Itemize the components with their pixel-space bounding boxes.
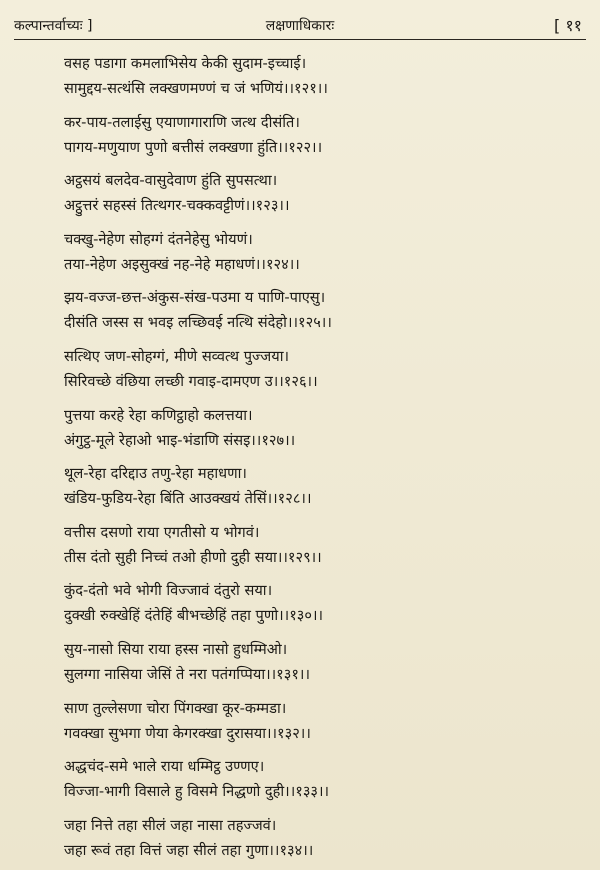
verse-line: सामुद्दय-सत्थंसि लक्खणमण्णं च जं भणियं।।१२१।।: [64, 80, 328, 97]
verse-line: जहा रूवं तहा वित्तं जहा सीलं तहा गुणा।।१३४।।: [64, 841, 314, 859]
verse-line: अद्धचंद-समे भाले राया धम्मिट्ठ उण्णए।: [64, 758, 265, 776]
verse-130: [0, 577, 600, 636]
header-chapter-title: कल्पान्तर्वाच्यः ]: [14, 18, 93, 34]
verse-123: [0, 167, 600, 226]
verse-126: [0, 343, 600, 402]
verse-line: कर-पाय-तलाईसु एयाणागाराणि जत्थ दीसंति।: [64, 113, 300, 131]
verse-129: [0, 519, 600, 578]
verse-line: अट्ठुत्तरं सहस्सं तित्थगर-चक्कवट्टीणं।।१२३।।: [64, 197, 290, 215]
verse-line: वसह पडागा कमलाभिसेय केकी सुदाम-इच्चाई।: [64, 55, 307, 72]
verse-line: पुत्तया करहे रेहा कणिट्ठाहो कलत्तया।: [64, 406, 253, 424]
verse-line: सत्थिए जण-सोहग्गं, मीणे सव्वत्थ पुज्जया।: [64, 347, 290, 365]
verse-line: तीस दंतो सुही निच्चं तओ हीणो दुही सया।।१२९।।: [64, 548, 322, 566]
page-header: [14, 14, 586, 38]
verse-122: [0, 109, 600, 168]
verse-line: खंडिय-फुडिय-रेहा बिंति आउक्खयं तेसिं।।१२८।।: [64, 490, 312, 508]
verse-131: [0, 636, 600, 695]
verse-line: सुय-नासो सिया राया हस्स नासो हुधम्मिओ।: [64, 640, 288, 658]
verse-line: सिरिवच्छे वंछिया लच्छी गवाइ-दामएण उ।।१२६।।: [64, 372, 318, 390]
verse-line: सुलग्गा नासिया जेसिं ते नरा पतंगप्पिया।।१३१।।: [64, 665, 310, 683]
verse-132: [0, 695, 600, 754]
verse-124: [0, 226, 600, 285]
verse-line: कुंद-दंतो भवे भोगी विज्जावं दंतुरो सया।: [64, 582, 273, 600]
verse-127: [0, 402, 600, 461]
verse-133: [0, 753, 600, 812]
verse-line: अट्ठसयं बलदेव-वासुदेवाण हुंति सुपसत्था।: [64, 172, 278, 190]
verse-line: जहा नित्ते तहा सीलं जहा नासा तहज्जवं।: [64, 816, 277, 834]
verse-line: दुक्खी रुक्खेहिं दंतेहिं बीभच्छेहिं तहा पुणो।।१३०।।: [64, 607, 324, 625]
header-rule: [14, 39, 586, 40]
verse-line: तया-नेहेण अइसुक्खं नह-नेहे महाधणं।।१२४।।: [64, 255, 300, 273]
verse-line: वत्तीस दसणो राया एगतीसो य भोगवं।: [64, 523, 260, 541]
verse-list: [0, 50, 600, 870]
verse-line: थूल-रेहा दरिद्दाउ तणु-रेहा महाधणा।: [64, 465, 247, 483]
verse-line: चक्खु-नेहेण सोहग्गं दंतनेहेसु भोयणं।: [64, 230, 253, 248]
header-section-title: लक्षणाधिकारः: [265, 18, 335, 34]
verse-line: झय-वज्ज-छत्त-अंकुस-संख-पउमा य पाणि-पाएसु।: [64, 289, 326, 307]
page-number: [ ११: [554, 16, 582, 35]
verse-134: [0, 812, 600, 870]
verse-line: अंगुट्ठ-मूले रेहाओ भाइ-भंडाणि संसइ।।१२७।।: [64, 431, 296, 449]
verse-125: [0, 284, 600, 343]
verse-line: गवक्खा सुभगा णेया केगरक्खा दुरासया।।१३२।।: [64, 724, 311, 742]
verse-121: [0, 50, 600, 109]
verse-line: दीसंति जस्स स भवइ लच्छिवई नत्थि संदेहो।।१२५।।: [64, 314, 332, 332]
verse-line: विज्जा-भागी विसाले हु विसमे निद्धणो दुही।।१३३।।: [64, 783, 330, 801]
verse-line: साण तुल्लेसणा चोरा पिंगक्खा कूर-कम्मडा।: [64, 699, 287, 717]
verse-128: [0, 460, 600, 519]
verse-line: पागय-मणुयाण पुणो बत्तीसं लक्खणा हुंति।।१२२।।: [64, 138, 323, 156]
